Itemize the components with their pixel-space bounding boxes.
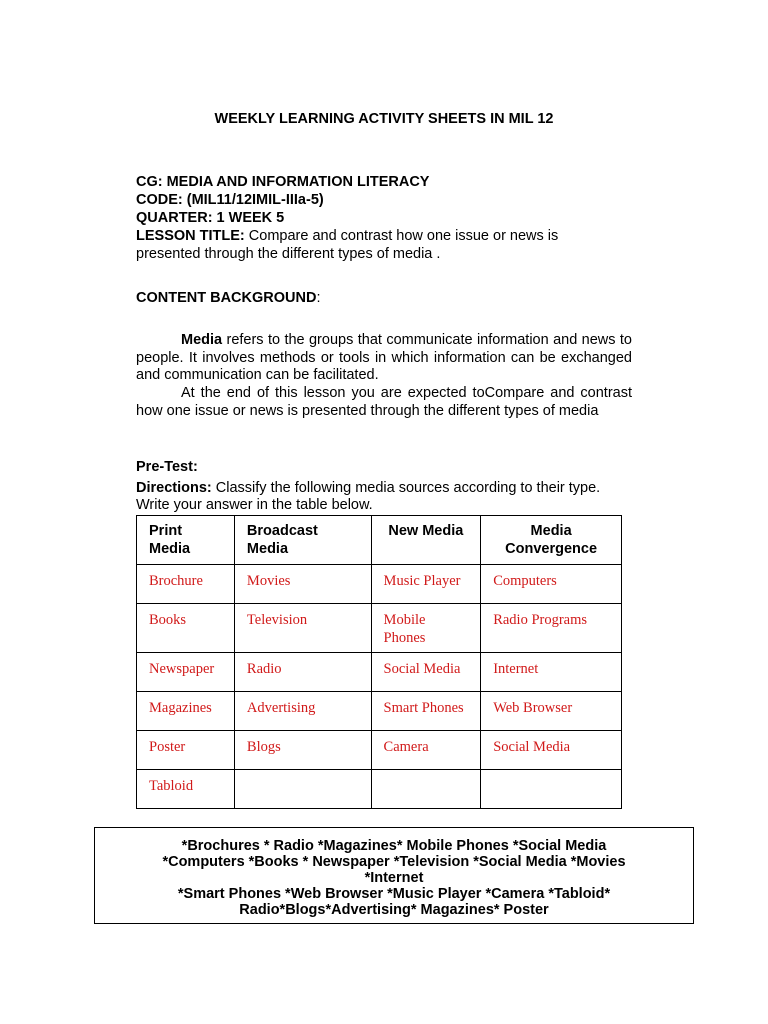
table-row bbox=[137, 565, 622, 604]
table-row bbox=[137, 653, 622, 692]
table-row bbox=[137, 731, 622, 770]
table-row bbox=[137, 604, 622, 653]
table-cell: Radio Programs bbox=[481, 604, 622, 653]
table-cell: Camera bbox=[371, 731, 481, 770]
word-bank-line: *Brochures * Radio *Magazines* Mobile Phones *Social Media bbox=[181, 838, 607, 854]
quarter-line: QUARTER: 1 WEEK 5 bbox=[136, 210, 285, 226]
table-cell: Magazines bbox=[137, 692, 235, 731]
table-cell: Smart Phones bbox=[371, 692, 481, 731]
table-cell: Mobile Phones bbox=[371, 604, 481, 653]
table-cell: Brochure bbox=[137, 565, 235, 604]
content-background-label: CONTENT BACKGROUND bbox=[136, 290, 317, 306]
word-bank-line: *Internet bbox=[364, 870, 424, 886]
table-cell: Social Media bbox=[371, 653, 481, 692]
word-bank-box bbox=[94, 827, 694, 924]
media-term: Media bbox=[181, 332, 223, 348]
header-media-convergence: Media Convergence bbox=[481, 516, 622, 565]
page-title: WEEKLY LEARNING ACTIVITY SHEETS IN MIL 12 bbox=[214, 111, 554, 127]
table-cell: Radio bbox=[234, 653, 371, 692]
pretest-label: Pre-Test: bbox=[136, 459, 198, 475]
table-header-row bbox=[137, 516, 622, 565]
table-cell: Tabloid bbox=[137, 770, 235, 809]
table-cell: Internet bbox=[481, 653, 622, 692]
media-classification-table bbox=[136, 515, 622, 809]
lesson-title-label: LESSON TITLE: bbox=[136, 228, 245, 244]
header-broadcast-media: Broadcast Media bbox=[234, 516, 371, 565]
table-cell: Television bbox=[234, 604, 371, 653]
lesson-title-line bbox=[136, 227, 636, 245]
table-cell bbox=[371, 770, 481, 809]
table-cell: Movies bbox=[234, 565, 371, 604]
header-new-media: New Media bbox=[371, 516, 481, 565]
media-definition-paragraph bbox=[136, 332, 632, 385]
media-definition-text: refers to the groups that communicate information and news to people. It involves methods or tools in which information can be exchanged and communication can be facilitated. bbox=[136, 332, 632, 383]
table-cell: Books bbox=[137, 604, 235, 653]
directions-label: Directions: bbox=[136, 480, 212, 496]
word-bank-line: Radio*Blogs*Advertising* Magazines* Poster bbox=[239, 902, 549, 918]
word-bank-line: *Smart Phones *Web Browser *Music Player *Camera *Tabloid* bbox=[177, 886, 611, 902]
table-cell: Social Media bbox=[481, 731, 622, 770]
table-row bbox=[137, 692, 622, 731]
directions bbox=[136, 480, 636, 514]
lesson-title-continuation: presented through the different types of media . bbox=[136, 246, 441, 262]
table-cell: Blogs bbox=[234, 731, 371, 770]
content-background-colon: : bbox=[316, 290, 321, 306]
lesson-title-text: Compare and contrast how one issue or news is bbox=[244, 228, 559, 244]
cg-line: CG: MEDIA AND INFORMATION LITERACY bbox=[136, 174, 430, 190]
objective-text: At the end of this lesson you are expected toCompare and contrast how one issue or news is presented through the different types of media bbox=[136, 385, 632, 419]
directions-text: Classify the following media sources according to their type. bbox=[211, 480, 601, 496]
content-background-heading bbox=[136, 290, 320, 306]
header-print-media: Print Media bbox=[137, 516, 235, 565]
table-cell: Computers bbox=[481, 565, 622, 604]
table-cell bbox=[234, 770, 371, 809]
word-bank-line: *Computers *Books * Newspaper *Television *Social Media *Movies bbox=[162, 854, 626, 870]
table-cell: Poster bbox=[137, 731, 235, 770]
directions-text-continued: Write your answer in the table below. bbox=[136, 497, 373, 513]
objective-paragraph bbox=[136, 385, 632, 420]
lesson-meta bbox=[136, 173, 636, 263]
table-cell bbox=[481, 770, 622, 809]
code-line: CODE: (MIL11/12IMIL-IIIa-5) bbox=[136, 192, 324, 208]
table-cell: Newspaper bbox=[137, 653, 235, 692]
table-cell: Music Player bbox=[371, 565, 481, 604]
table-cell: Advertising bbox=[234, 692, 371, 731]
table-row bbox=[137, 770, 622, 809]
table-cell: Web Browser bbox=[481, 692, 622, 731]
